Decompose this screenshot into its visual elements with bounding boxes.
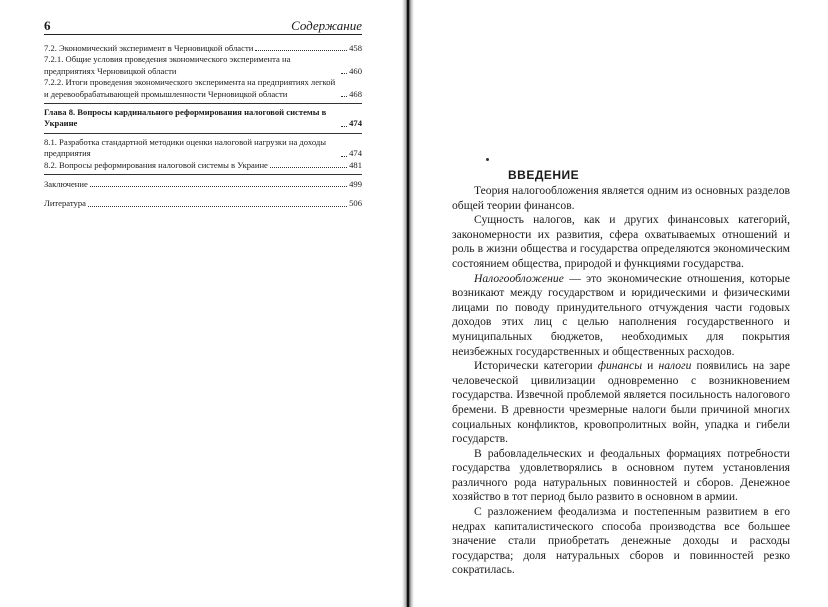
body-text xyxy=(452,184,790,578)
scan-speck xyxy=(486,158,489,161)
toc-separator xyxy=(44,174,362,175)
toc-entry xyxy=(44,160,362,171)
text-run: появились на заре человеческой цивилизации одновременно с возникновением государства. Извечной проблемой является посильность налогового бремени. В древности чрезмерные налоги были причиной многих социальных конфликтов, кровопролитных войн, упадка и гибели государств. xyxy=(452,359,790,446)
toc-leader xyxy=(270,167,347,168)
toc-entry-page: 460 xyxy=(349,65,362,76)
toc-leader xyxy=(341,126,347,127)
toc-entry-page: 499 xyxy=(349,179,362,190)
body-paragraph xyxy=(452,359,790,447)
body-paragraph xyxy=(452,447,790,505)
running-header xyxy=(44,12,362,32)
text-run: — это экономические отношения, которые возникают между государством и юридическими и физическими лицами по поводу принудительного отчуждения части годовых доходов этих лиц с целью наполнения государственного и муниципальных бюджетов, необходимых для покрытия неизбежных государственных и общественных расходов. xyxy=(452,271,790,358)
toc-entry-page: 458 xyxy=(349,43,362,53)
toc-leader xyxy=(341,156,347,157)
italic-term: Налогообложение xyxy=(474,271,564,285)
body-paragraph xyxy=(452,213,790,271)
toc-entry xyxy=(44,77,362,100)
toc-entry-title: Литература xyxy=(44,198,86,209)
toc-separator xyxy=(44,133,362,134)
left-page xyxy=(0,0,408,607)
toc-entry-page: 506 xyxy=(349,198,362,209)
toc-entry-page: 468 xyxy=(349,88,362,99)
toc-leader xyxy=(341,96,347,97)
toc-entry-title: 8.1. Разработка стандартной методики оценки налоговой нагрузки на доходы предприятия xyxy=(44,136,327,159)
text-run: В рабовладельческих и феодальных формациях потребности государства удовлетворялись в основном путем установления различного рода натуральных повинностей и сборов. Денежное хозяйство в тот период было развито в основном в армии. xyxy=(452,446,790,504)
body-paragraph xyxy=(452,272,790,360)
toc-leader xyxy=(341,73,347,74)
toc-entry xyxy=(44,137,362,160)
toc-entry-chapter xyxy=(44,107,362,130)
toc-entry-title: 7.2. Экономический эксперимент в Черновицкой области xyxy=(44,43,254,53)
toc-entry xyxy=(44,43,362,54)
text-run: С разложением феодализма и постепенным развитием в его недрах капиталистического способа производства все большее значение стали приобретать денежные доходы и расходы государства; доля натуральных сборов и повинностей резко сократилась. xyxy=(452,505,790,577)
toc-entry-page: 474 xyxy=(349,148,362,159)
header-rule xyxy=(44,34,362,35)
toc-leader xyxy=(90,186,347,187)
text-run: и xyxy=(642,359,659,373)
text-run: Теория налогообложения является одним из основных разделов общей теории финансов. xyxy=(452,184,790,212)
toc-entry xyxy=(44,179,362,190)
toc-leader xyxy=(255,50,347,51)
text-run: Сущность налогов, как и других финансовых категорий, закономерности их развития, сфера охватываемых отношений и роль в жизни общества и государства определяются экономическим состоянием общества, природой и функциями государства. xyxy=(452,213,790,270)
right-page xyxy=(412,0,828,607)
page-number: 6 xyxy=(44,18,51,33)
toc-leader xyxy=(88,206,347,207)
body-paragraph xyxy=(452,505,790,578)
toc-entry-title: 8.2. Вопросы реформирования налоговой системы в Украине xyxy=(44,159,268,170)
toc-entry-title: 7.2.2. Итоги проведения экономического эксперимента на предприятиях легкой и деревообрабатывающей промышленности Черновицкой области xyxy=(44,77,336,99)
toc-entry-title: Глава 8. Вопросы кардинального реформирования налоговой системы в Украине xyxy=(44,107,327,129)
table-of-contents xyxy=(44,43,362,210)
italic-term: налоги xyxy=(658,359,692,373)
toc-entry-page: 481 xyxy=(349,159,362,170)
toc-entry xyxy=(44,198,362,209)
running-title: Содержание xyxy=(291,18,362,33)
text-run: Исторически категории xyxy=(474,359,598,373)
toc-entry-title: Заключение xyxy=(44,179,88,190)
toc-entry xyxy=(44,54,362,77)
gutter-shadow-line xyxy=(407,0,409,607)
toc-separator xyxy=(44,103,362,104)
chapter-heading: ВВЕДЕНИЕ xyxy=(508,168,580,182)
toc-entry-title: 7.2.1. Общие условия проведения экономического эксперимента на предприятиях Черновицкой области xyxy=(44,54,291,76)
toc-entry-page: 474 xyxy=(349,118,362,129)
italic-term: финансы xyxy=(597,359,643,373)
body-paragraph xyxy=(452,184,790,213)
